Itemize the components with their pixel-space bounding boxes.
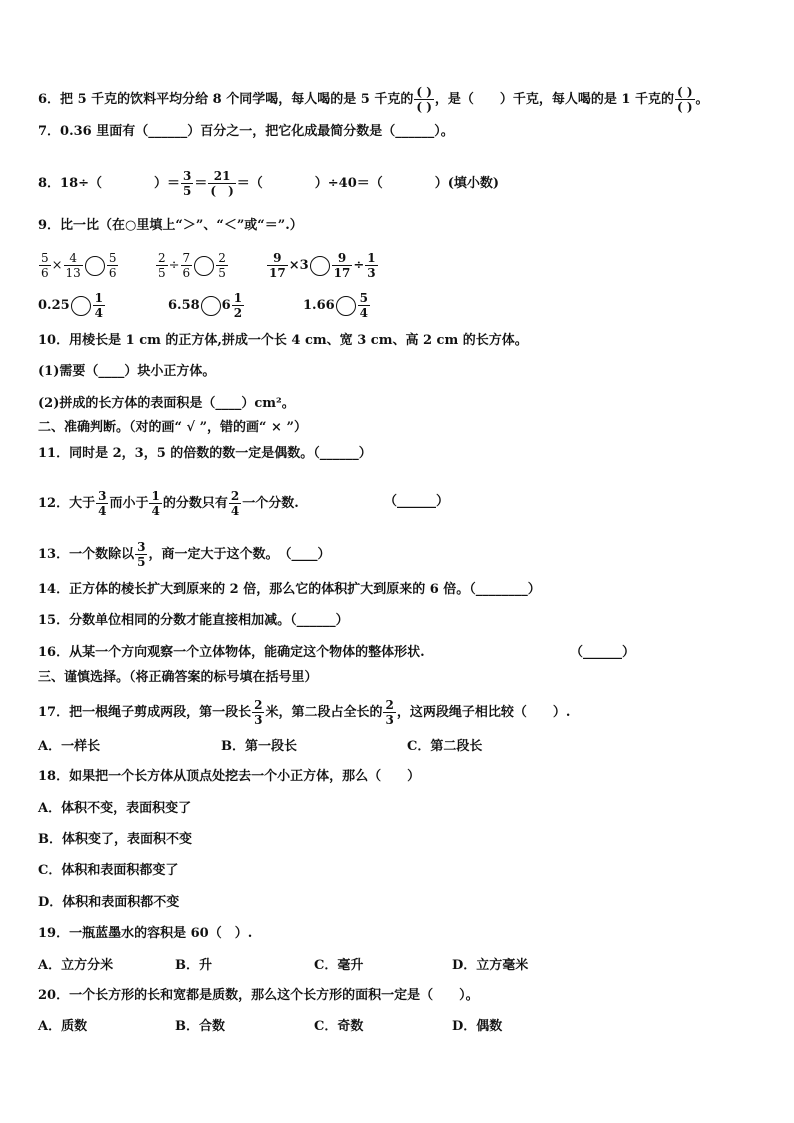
compare-circle[interactable] <box>85 256 105 276</box>
option-b[interactable]: B．体积变了，表面积不变 <box>38 832 192 847</box>
question-19: 19．一瓶蓝墨水的容积是 60（ ）. <box>38 926 253 941</box>
fraction: $\frac{21}{( )}$ <box>210 169 234 198</box>
option-b[interactable]: B．升 <box>175 958 212 973</box>
fraction-blank: $\frac{( )}{( )}$ <box>677 85 693 114</box>
compare-item: 0.25 $\frac{1}{4}$ <box>38 291 104 320</box>
compare-item: $\frac{9}{17}$ ×3 $\frac{9}{17}$ ÷ $\frac{1}{3}$ <box>269 251 376 280</box>
option-d[interactable]: D．立方毫米 <box>452 958 529 973</box>
compare-item: $\frac{2}{5}$ ÷ $\frac{7}{6}$ $\frac{2}{5}$ <box>158 251 226 280</box>
fraction: $\frac{3}{5}$ <box>183 169 192 198</box>
option-d[interactable]: D．偶数 <box>452 1019 503 1034</box>
compare-item: $\frac{5}{6}$ × $\frac{4}{13}$ $\frac{5}{6}$ <box>41 251 117 280</box>
option-a[interactable]: A．立方分米 <box>38 958 114 973</box>
question-14: 14．正方体的棱长扩大到原来的 2 倍，那么它的体积扩大到原来的 6 倍。（________） <box>38 582 541 597</box>
compare-circle[interactable] <box>194 256 214 276</box>
fraction-blank: $\frac{( )}{( )}$ <box>416 85 432 114</box>
option-a[interactable]: A．体积不变，表面积变了 <box>38 801 192 816</box>
option-b[interactable]: B．合数 <box>175 1019 225 1034</box>
option-b[interactable]: B．第一段长 <box>221 739 297 754</box>
question-9-title: 9．比一比（在○里填上“＞”、“＜”或“＝”.） <box>38 218 303 233</box>
question-17: 17．把一根绳子剪成两段，第一段长 $\frac{2}{3}$ 米，第二段占全长的 $\frac{2}{3}$ ，这两段绳子相比较（ ）. <box>38 698 571 727</box>
question-10: 10．用棱长是 1 cm 的正方体,拼成一个长 4 cm、宽 3 cm、高 2 cm 的长方体。 <box>38 333 528 348</box>
option-c[interactable]: C．第二段长 <box>407 739 483 754</box>
compare-circle[interactable] <box>336 296 356 316</box>
compare-circle[interactable] <box>71 296 91 316</box>
question-10-part-1: (1)需要（____）块小正方体。 <box>38 364 216 379</box>
section-3-heading: 三、谨慎选择。（将正确答案的标号填在括号里） <box>38 670 318 685</box>
question-13: 13．一个数除以 $\frac{3}{5}$ ，商一定大于这个数。 （____） <box>38 540 331 569</box>
option-c[interactable]: C．奇数 <box>314 1019 364 1034</box>
question-6: 6．把 5 千克的饮料平均分给 8 个同学喝，每人喝的是 5 千克的 $\frac{( )}{( )}$ ，是（ ）千克，每人喝的是 1 千克的 $\frac{( )}{( )}$ 。 <box>38 85 709 114</box>
question-12-blank[interactable]: （______） <box>384 494 450 509</box>
option-d[interactable]: D．体积和表面积都不变 <box>38 895 180 910</box>
compare-circle[interactable] <box>310 256 330 276</box>
question-11: 11．同时是 2，3，5 的倍数的数一定是偶数。（______） <box>38 446 372 461</box>
compare-item: 1.66 $\frac{5}{4}$ <box>303 291 369 320</box>
option-c[interactable]: C．体积和表面积都变了 <box>38 863 179 878</box>
option-a[interactable]: A．质数 <box>38 1019 88 1034</box>
question-10-part-2: (2)拼成的长方体的表面积是（____）cm²。 <box>38 396 295 411</box>
compare-circle[interactable] <box>201 296 221 316</box>
question-18: 18．如果把一个长方体从顶点处挖去一个小正方体，那么（ ） <box>38 769 421 784</box>
compare-item: 6.58 6 $\frac{1}{2}$ <box>168 291 243 320</box>
question-16-blank[interactable]: （______） <box>570 645 636 660</box>
question-7: 7．0.36 里面有（______）百分之一，把它化成最简分数是（______）。 <box>38 124 454 139</box>
question-15: 15．分数单位相同的分数才能直接相加减。（______） <box>38 613 349 628</box>
section-2-heading: 二、准确判断。（对的画“ √ ”，错的画“ × ”） <box>38 420 307 435</box>
option-a[interactable]: A．一样长 <box>38 739 101 754</box>
question-12: 12．大于 $\frac{3}{4}$ 而小于 $\frac{1}{4}$ 的分数只有 $\frac{2}{4}$ 一个分数. <box>38 489 299 518</box>
option-c[interactable]: C．毫升 <box>314 958 364 973</box>
question-8: 8．18÷（ ）＝ $\frac{3}{5}$ ＝ $\frac{21}{( )}$ ＝（ ）÷40＝（ ）(填小数) <box>38 169 500 198</box>
question-20: 20．一个长方形的长和宽都是质数，那么这个长方形的面积一定是（ ）。 <box>38 988 479 1003</box>
question-16: 16．从某一个方向观察一个立体物体，能确定这个物体的整体形状. <box>38 645 425 660</box>
